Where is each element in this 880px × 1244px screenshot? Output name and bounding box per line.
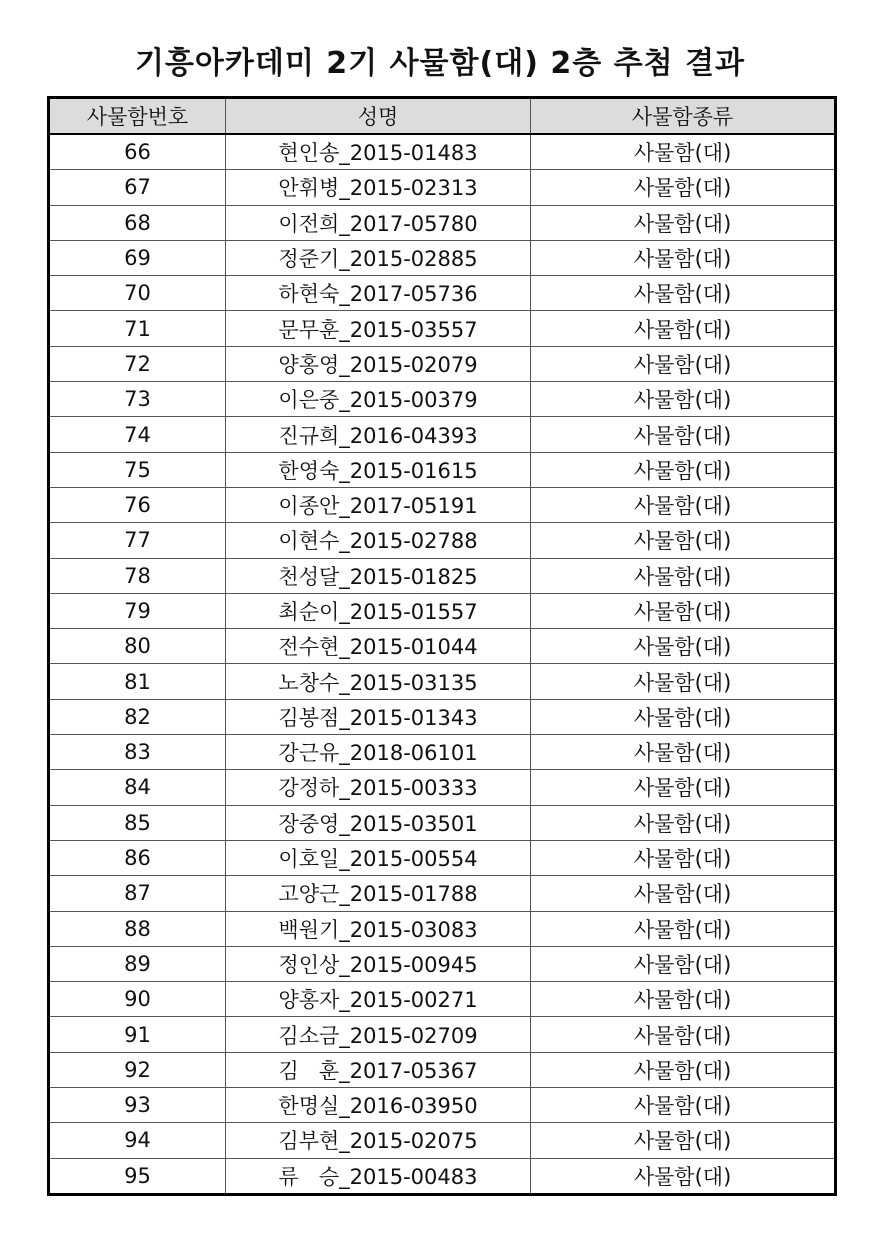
- locker-number-cell: 91: [49, 1017, 226, 1052]
- locker-number-cell: 93: [49, 1088, 226, 1123]
- table-row: [49, 487, 836, 522]
- name-cell: 장중영_2015-03501: [226, 805, 531, 840]
- column-header-name: 성명: [226, 98, 531, 135]
- name-cell: 류 승_2015-00483: [226, 1158, 531, 1194]
- name-cell: 김봉점_2015-01343: [226, 699, 531, 734]
- locker-number-cell: 73: [49, 382, 226, 417]
- table-row: [49, 770, 836, 805]
- column-header-locker-type: 사물함종류: [531, 98, 836, 135]
- locker-number-cell: 72: [49, 346, 226, 381]
- name-cell: 정인상_2015-00945: [226, 946, 531, 981]
- locker-type-cell: 사물함(대): [531, 346, 836, 381]
- locker-type-cell: 사물함(대): [531, 735, 836, 770]
- name-cell: 문무훈_2015-03557: [226, 311, 531, 346]
- locker-result-table: [47, 96, 837, 1196]
- locker-number-cell: 87: [49, 876, 226, 911]
- table-row: [49, 1088, 836, 1123]
- locker-number-cell: 77: [49, 523, 226, 558]
- table-row: [49, 1017, 836, 1052]
- locker-number-cell: 70: [49, 276, 226, 311]
- table-row: [49, 134, 836, 170]
- name-cell: 김소금_2015-02709: [226, 1017, 531, 1052]
- locker-number-cell: 82: [49, 699, 226, 734]
- locker-type-cell: 사물함(대): [531, 276, 836, 311]
- name-cell: 안휘병_2015-02313: [226, 170, 531, 205]
- name-cell: 김 훈_2017-05367: [226, 1052, 531, 1087]
- locker-number-cell: 89: [49, 946, 226, 981]
- table-row: [49, 840, 836, 875]
- locker-type-cell: 사물함(대): [531, 170, 836, 205]
- table-row: [49, 276, 836, 311]
- table-row: [49, 876, 836, 911]
- locker-type-cell: 사물함(대): [531, 1123, 836, 1158]
- name-cell: 이호일_2015-00554: [226, 840, 531, 875]
- table-row: [49, 382, 836, 417]
- table-row: [49, 1123, 836, 1158]
- table-row: [49, 629, 836, 664]
- table-row: [49, 523, 836, 558]
- table-body: [49, 134, 836, 1194]
- table-row: [49, 311, 836, 346]
- table-row: [49, 205, 836, 240]
- locker-number-cell: 83: [49, 735, 226, 770]
- locker-number-cell: 79: [49, 593, 226, 628]
- locker-type-cell: 사물함(대): [531, 134, 836, 170]
- locker-type-cell: 사물함(대): [531, 382, 836, 417]
- locker-number-cell: 88: [49, 911, 226, 946]
- locker-type-cell: 사물함(대): [531, 1052, 836, 1087]
- name-cell: 김부현_2015-02075: [226, 1123, 531, 1158]
- column-header-locker-number: 사물함번호: [49, 98, 226, 135]
- locker-type-cell: 사물함(대): [531, 629, 836, 664]
- locker-number-cell: 67: [49, 170, 226, 205]
- name-cell: 강정하_2015-00333: [226, 770, 531, 805]
- locker-type-cell: 사물함(대): [531, 699, 836, 734]
- name-cell: 전수현_2015-01044: [226, 629, 531, 664]
- locker-type-cell: 사물함(대): [531, 417, 836, 452]
- name-cell: 정준기_2015-02885: [226, 240, 531, 275]
- name-cell: 양홍자_2015-00271: [226, 982, 531, 1017]
- locker-type-cell: 사물함(대): [531, 487, 836, 522]
- table-row: [49, 1158, 836, 1194]
- locker-number-cell: 90: [49, 982, 226, 1017]
- table-row: [49, 346, 836, 381]
- name-cell: 하현숙_2017-05736: [226, 276, 531, 311]
- locker-number-cell: 92: [49, 1052, 226, 1087]
- table-row: [49, 593, 836, 628]
- locker-number-cell: 78: [49, 558, 226, 593]
- locker-number-cell: 66: [49, 134, 226, 170]
- name-cell: 양홍영_2015-02079: [226, 346, 531, 381]
- name-cell: 최순이_2015-01557: [226, 593, 531, 628]
- locker-number-cell: 69: [49, 240, 226, 275]
- locker-type-cell: 사물함(대): [531, 1017, 836, 1052]
- name-cell: 이종안_2017-05191: [226, 487, 531, 522]
- locker-number-cell: 80: [49, 629, 226, 664]
- locker-type-cell: 사물함(대): [531, 770, 836, 805]
- name-cell: 천성달_2015-01825: [226, 558, 531, 593]
- name-cell: 강근유_2018-06101: [226, 735, 531, 770]
- locker-type-cell: 사물함(대): [531, 876, 836, 911]
- locker-type-cell: 사물함(대): [531, 805, 836, 840]
- locker-number-cell: 86: [49, 840, 226, 875]
- locker-number-cell: 74: [49, 417, 226, 452]
- table-row: [49, 982, 836, 1017]
- table-row: [49, 240, 836, 275]
- locker-type-cell: 사물함(대): [531, 1088, 836, 1123]
- locker-type-cell: 사물함(대): [531, 982, 836, 1017]
- locker-number-cell: 75: [49, 452, 226, 487]
- locker-number-cell: 71: [49, 311, 226, 346]
- locker-type-cell: 사물함(대): [531, 205, 836, 240]
- table-row: [49, 911, 836, 946]
- name-cell: 진규희_2016-04393: [226, 417, 531, 452]
- locker-type-cell: 사물함(대): [531, 523, 836, 558]
- name-cell: 현인송_2015-01483: [226, 134, 531, 170]
- locker-number-cell: 84: [49, 770, 226, 805]
- locker-number-cell: 95: [49, 1158, 226, 1194]
- name-cell: 이전희_2017-05780: [226, 205, 531, 240]
- locker-type-cell: 사물함(대): [531, 240, 836, 275]
- table-row: [49, 805, 836, 840]
- locker-type-cell: 사물함(대): [531, 558, 836, 593]
- locker-number-cell: 76: [49, 487, 226, 522]
- table-row: [49, 170, 836, 205]
- table-row: [49, 1052, 836, 1087]
- locker-number-cell: 94: [49, 1123, 226, 1158]
- name-cell: 이현수_2015-02788: [226, 523, 531, 558]
- name-cell: 백원기_2015-03083: [226, 911, 531, 946]
- table-row: [49, 735, 836, 770]
- name-cell: 한영숙_2015-01615: [226, 452, 531, 487]
- locker-type-cell: 사물함(대): [531, 664, 836, 699]
- locker-type-cell: 사물함(대): [531, 946, 836, 981]
- locker-number-cell: 85: [49, 805, 226, 840]
- name-cell: 고양근_2015-01788: [226, 876, 531, 911]
- table-row: [49, 417, 836, 452]
- locker-type-cell: 사물함(대): [531, 311, 836, 346]
- name-cell: 노창수_2015-03135: [226, 664, 531, 699]
- page-title: 기흥아카데미 2기 사물함(대) 2층 추첨 결과: [134, 46, 746, 81]
- locker-type-cell: 사물함(대): [531, 452, 836, 487]
- locker-number-cell: 68: [49, 205, 226, 240]
- locker-type-cell: 사물함(대): [531, 1158, 836, 1194]
- name-cell: 이은중_2015-00379: [226, 382, 531, 417]
- header-row: [49, 98, 836, 135]
- locker-type-cell: 사물함(대): [531, 840, 836, 875]
- table-row: [49, 664, 836, 699]
- name-cell: 한명실_2016-03950: [226, 1088, 531, 1123]
- locker-type-cell: 사물함(대): [531, 911, 836, 946]
- table-row: [49, 452, 836, 487]
- locker-type-cell: 사물함(대): [531, 593, 836, 628]
- table-row: [49, 558, 836, 593]
- table-row: [49, 946, 836, 981]
- table-row: [49, 699, 836, 734]
- locker-number-cell: 81: [49, 664, 226, 699]
